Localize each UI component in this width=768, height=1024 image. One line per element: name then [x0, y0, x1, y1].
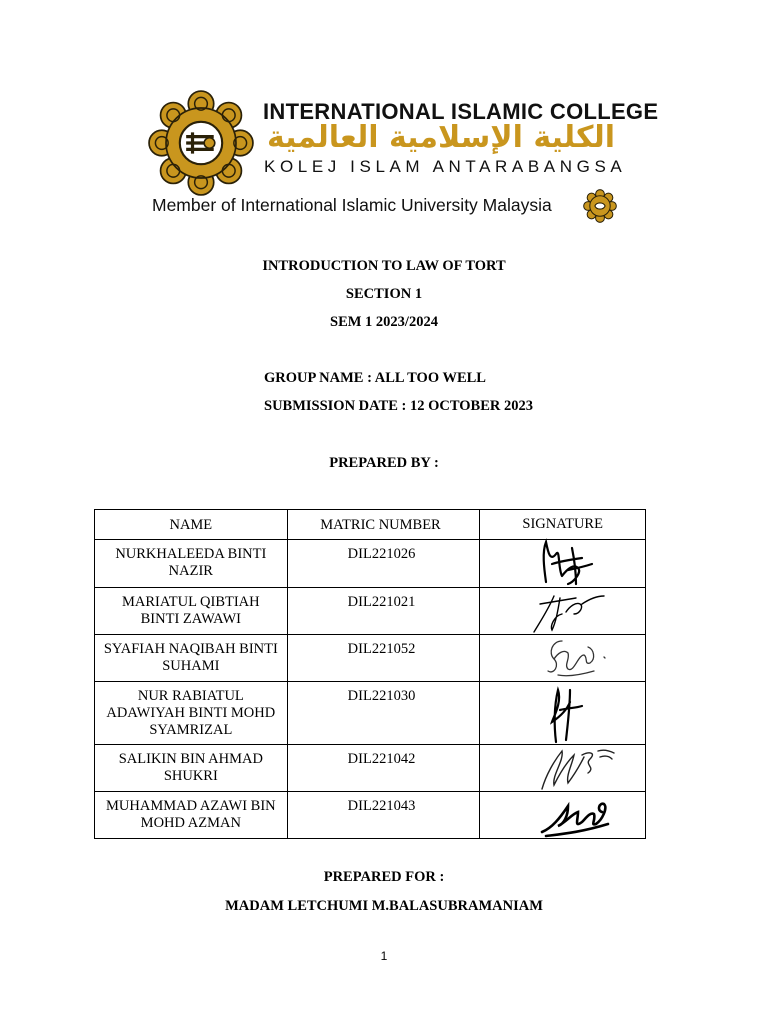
course-semester: SEM 1 2023/2024 [330, 314, 438, 330]
member-matric: DIL221026 [287, 540, 480, 588]
header-signature: SIGNATURE [480, 510, 646, 540]
member-matric: DIL221021 [287, 588, 480, 635]
university-emblem-logo [583, 189, 617, 223]
course-section: SECTION 1 [345, 286, 423, 302]
member-matric: DIL221043 [287, 792, 480, 839]
table-row [95, 635, 646, 682]
page-number: 1 [380, 949, 388, 963]
table-row [95, 792, 646, 839]
header-name: NAME [95, 510, 288, 540]
membership-tagline: Member of International Islamic University Malaysia [152, 195, 552, 215]
signature-cell [480, 540, 646, 588]
member-matric: DIL221042 [287, 745, 480, 792]
members-table [94, 509, 646, 839]
member-matric: DIL221052 [287, 635, 480, 682]
table-row [95, 745, 646, 792]
submission-date: SUBMISSION DATE : 12 OCTOBER 2023 [264, 398, 533, 414]
signature-cell [480, 588, 646, 635]
member-name: MUHAMMAD AZAWI BIN MOHD AZMAN [95, 792, 288, 839]
prepared-by-label: PREPARED BY : [329, 455, 439, 471]
signature-cell [480, 745, 646, 792]
signature-image [538, 745, 618, 791]
table-row [95, 540, 646, 588]
table-header-row [95, 510, 646, 540]
course-title: INTRODUCTION TO LAW OF TORT [262, 258, 506, 274]
college-emblem-logo [148, 90, 254, 196]
table-row [95, 588, 646, 635]
signature-cell [480, 682, 646, 745]
college-name-arabic: الكلية الإسلامية العالمية [266, 120, 616, 155]
prepared-for-label: PREPARED FOR : [323, 869, 445, 885]
signature-image [544, 635, 614, 681]
table-row [95, 682, 646, 745]
header-matric-number: MATRIC NUMBER [287, 510, 480, 540]
signature-image [538, 538, 598, 588]
group-name: GROUP NAME : ALL TOO WELL [264, 370, 486, 386]
member-name: SALIKIN BIN AHMAD SHUKRI [95, 745, 288, 792]
member-name: SYAFIAH NAQIBAH BINTI SUHAMI [95, 635, 288, 682]
member-name: NURKHALEEDA BINTI NAZIR [95, 540, 288, 588]
college-name-malay: KOLEJ ISLAM ANTARABANGSA [264, 157, 627, 176]
member-name: MARIATUL QIBTIAH BINTI ZAWAWI [95, 588, 288, 635]
signature-image [538, 794, 618, 838]
signature-image [546, 682, 586, 744]
lecturer-name: MADAM LETCHUMI M.BALASUBRAMANIAM [225, 898, 543, 914]
college-name-english: INTERNATIONAL ISLAMIC COLLEGE [263, 99, 659, 124]
signature-image [530, 586, 610, 634]
member-matric: DIL221030 [287, 682, 480, 745]
signature-cell [480, 635, 646, 682]
member-name: NUR RABIATUL ADAWIYAH BINTI MOHD SYAMRIZAL [95, 682, 288, 745]
signature-cell [480, 792, 646, 839]
